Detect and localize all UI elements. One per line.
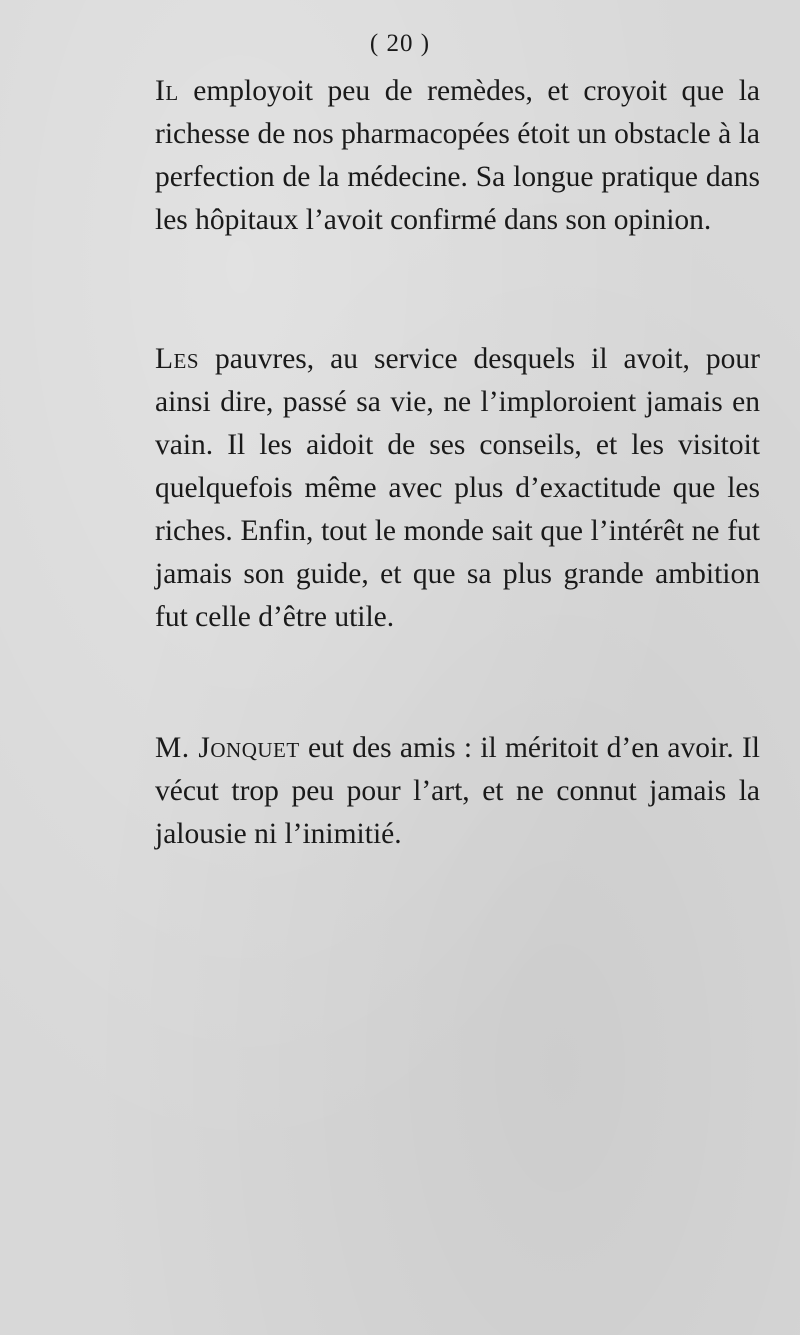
paragraph-1-text: employoit peu de remèdes, et croyoit que la richesse de nos pharmacopées étoit un obstacle à la perfection de la médecine. Sa longue pratique dans les hôpitaux l’avoit confirmé dans son opinion. — [155, 75, 760, 236]
paragraph-2-text: pauvres, au service desquels il avoit, pour ainsi dire, passé sa vie, ne l’imploroient jamais en vain. Il les aidoit de ses conseils, et les visitoit quelquefois même avec plus d’exactitude que les riches. Enfin, tout le monde sait que l’intérêt ne fut jamais son guide, et que sa plus grande ambition fut celle d’être utile. — [155, 343, 760, 633]
paragraph-1-lead: Il — [155, 75, 179, 107]
show-through-reverse-text — [150, 680, 770, 725]
paragraph-3 — [155, 727, 760, 856]
paragraph-1 — [155, 70, 760, 242]
paragraph-2-lead: Les — [155, 343, 200, 375]
paragraph-2 — [155, 338, 760, 639]
paragraph-3-text: eut des amis : il méritoit d’en avoir. Il vécut trop peu pour l’art, et ne connut jamais la jalousie ni l’inimitié. — [155, 732, 760, 850]
paragraph-3-lead: M. Jonquet — [155, 732, 300, 764]
page-number: ( 20 ) — [369, 30, 431, 57]
